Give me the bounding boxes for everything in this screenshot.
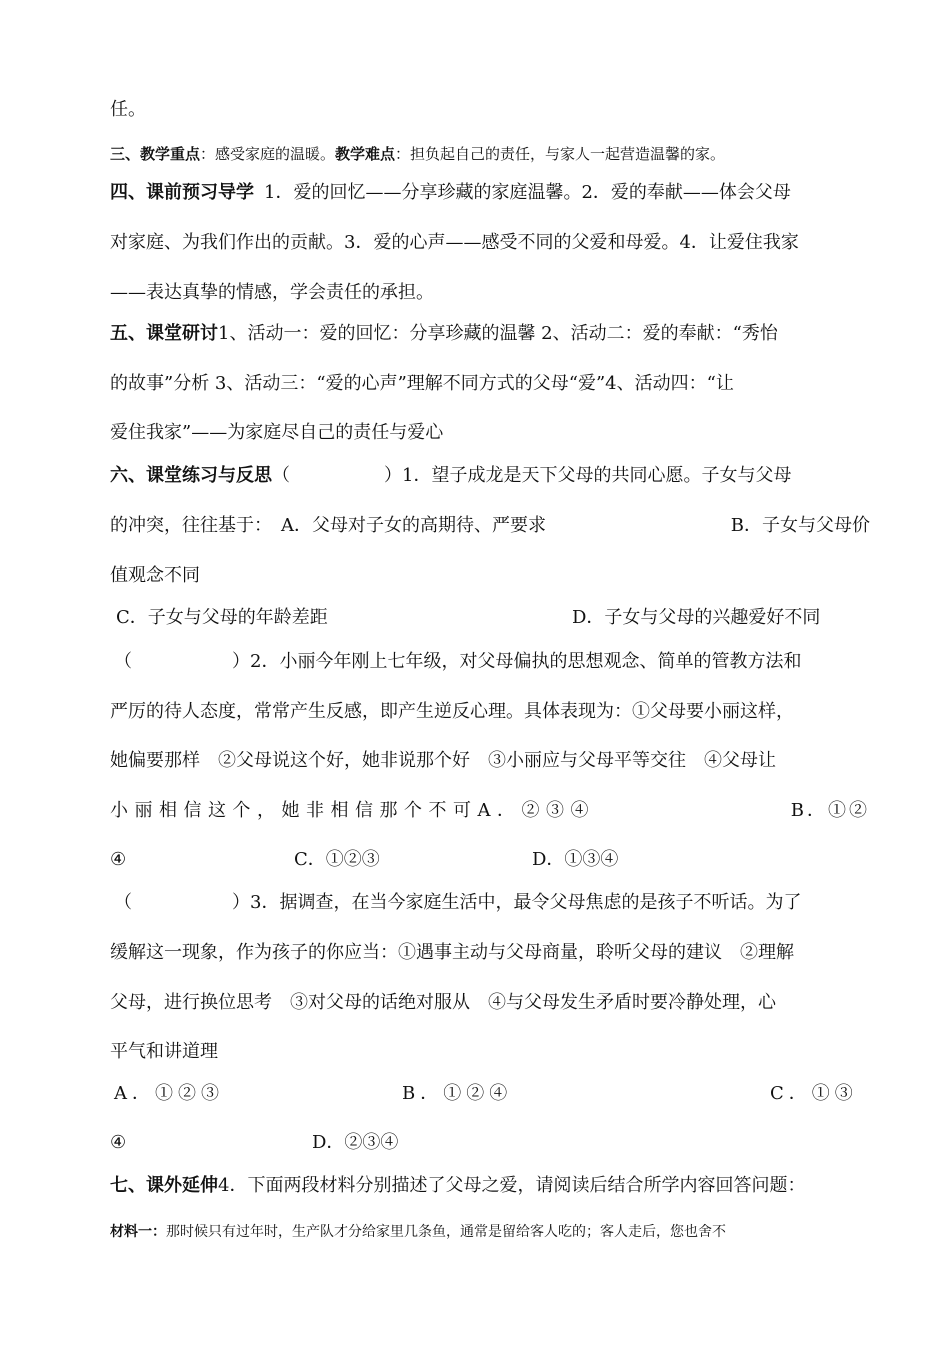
option-d: D．①③④ [532, 849, 619, 870]
text: 缓解这一现象，作为孩子的你应当：①遇事主动与父母商量，聆听父母的建议 ②理解 [110, 942, 794, 963]
text: ）3．据调查，在当今家庭生活中，最令父母焦虑的是孩子不听话。为了 [232, 892, 802, 913]
text: 爱住我家”——为家庭尽自己的责任与爱心 [110, 422, 444, 443]
option-a: A．①②③ [114, 1083, 224, 1104]
text-line [110, 564, 200, 588]
option-c: C．①②③ [294, 849, 380, 870]
text: 那时候只有过年时，生产队才分给家里几条鱼，通常是留给客人吃的；客人走后，您也舍不 [166, 1224, 726, 1240]
text: 她偏要那样 ②父母说这个好，她非说那个好 ③小丽应与父母平等交往 ④父母让 [110, 750, 776, 771]
option-b: B．①② [790, 800, 870, 821]
practice-line [110, 464, 791, 488]
option-b: B．子女与父母价 [730, 515, 870, 536]
text-line [110, 700, 794, 724]
section-heading: 教学难点 [335, 145, 396, 163]
options-line [114, 1082, 858, 1106]
section-heading: 七、课外延伸 [110, 1175, 218, 1196]
text: 对家庭、为我们作出的贡献。3．爱的心声——感受不同的父爱和母爱。4．让爱住我家 [110, 232, 799, 253]
options-line [110, 1131, 399, 1155]
text: 平气和讲道理 [110, 1041, 218, 1062]
text-line [110, 372, 734, 396]
text: ）2．小丽今年刚上七年级，对父母偏执的思想观念、简单的管教方法和 [232, 651, 802, 672]
section-heading: 六、课堂练习与反思 [110, 465, 272, 486]
material-label: 材料一： [110, 1224, 166, 1240]
option-d: D．子女与父母的兴趣爱好不同 [572, 607, 821, 628]
text-line [110, 749, 776, 773]
option-a: 小丽相信这个，她非相信那个不可A．②③④ [110, 800, 595, 821]
text: （ [114, 651, 132, 672]
options-line [110, 848, 619, 872]
text-line [110, 231, 799, 255]
text-line [110, 991, 776, 1015]
text: （ [114, 892, 132, 913]
text: （ [272, 465, 290, 486]
question-line [110, 514, 870, 538]
text-line [110, 941, 794, 965]
teaching-focus-line [110, 142, 725, 166]
text: ④ [110, 849, 127, 870]
section-heading: 五、课堂研讨 [110, 323, 218, 344]
text: 值观念不同 [110, 565, 200, 586]
text: ：担负起自己的责任，与家人一起营造温馨的家。 [395, 145, 726, 163]
text-line [110, 421, 443, 445]
options-line [110, 799, 870, 823]
options-line [116, 606, 821, 630]
classroom-line [110, 322, 778, 346]
option-a: 的冲突，往往基于： A．父母对子女的高期待、严要求 [110, 515, 546, 536]
text: ：感受家庭的温暖。 [200, 145, 336, 163]
text: 任。 [110, 99, 146, 120]
text: 1．爱的回忆——分享珍藏的家庭温馨。2．爱的奉献——体会父母 [264, 182, 791, 203]
text: 4．下面两段材料分别描述了父母之爱，请阅读后结合所学内容回答问题： [218, 1175, 806, 1196]
text: 1、活动一：爱的回忆：分享珍藏的温馨 2、活动二：爱的奉献：“秀怡 [218, 323, 778, 344]
question-line [114, 891, 801, 915]
question-line [114, 650, 801, 674]
option-d: D．②③④ [312, 1132, 399, 1153]
extension-line [110, 1174, 805, 1198]
option-c: C．①③ [770, 1083, 858, 1104]
text-line [110, 98, 146, 122]
text-line [110, 281, 434, 305]
text: 严厉的待人态度，常常产生反感，即产生逆反心理。具体表现为：①父母要小丽这样， [110, 701, 794, 722]
text: ——表达真挚的情感，学会责任的承担。 [110, 282, 434, 303]
text-line [110, 1040, 218, 1064]
text: ）1．望子成龙是天下父母的共同心愿。子女与父母 [384, 465, 792, 486]
option-c: C．子女与父母的年龄差距 [116, 607, 328, 628]
text: ④ [110, 1132, 127, 1153]
preview-line [110, 181, 791, 205]
option-b: B．①②④ [402, 1083, 513, 1104]
section-heading: 三、教学重点 [110, 145, 201, 163]
material-line [110, 1220, 726, 1244]
text: 父母，进行换位思考 ③对父母的话绝对服从 ④与父母发生矛盾时要冷静处理，心 [110, 992, 776, 1013]
text: 的故事”分析 3、活动三：“爱的心声”理解不同方式的父母“爱”4、活动四：“让 [110, 373, 734, 394]
section-heading: 四、课前预习导学 [110, 182, 254, 203]
